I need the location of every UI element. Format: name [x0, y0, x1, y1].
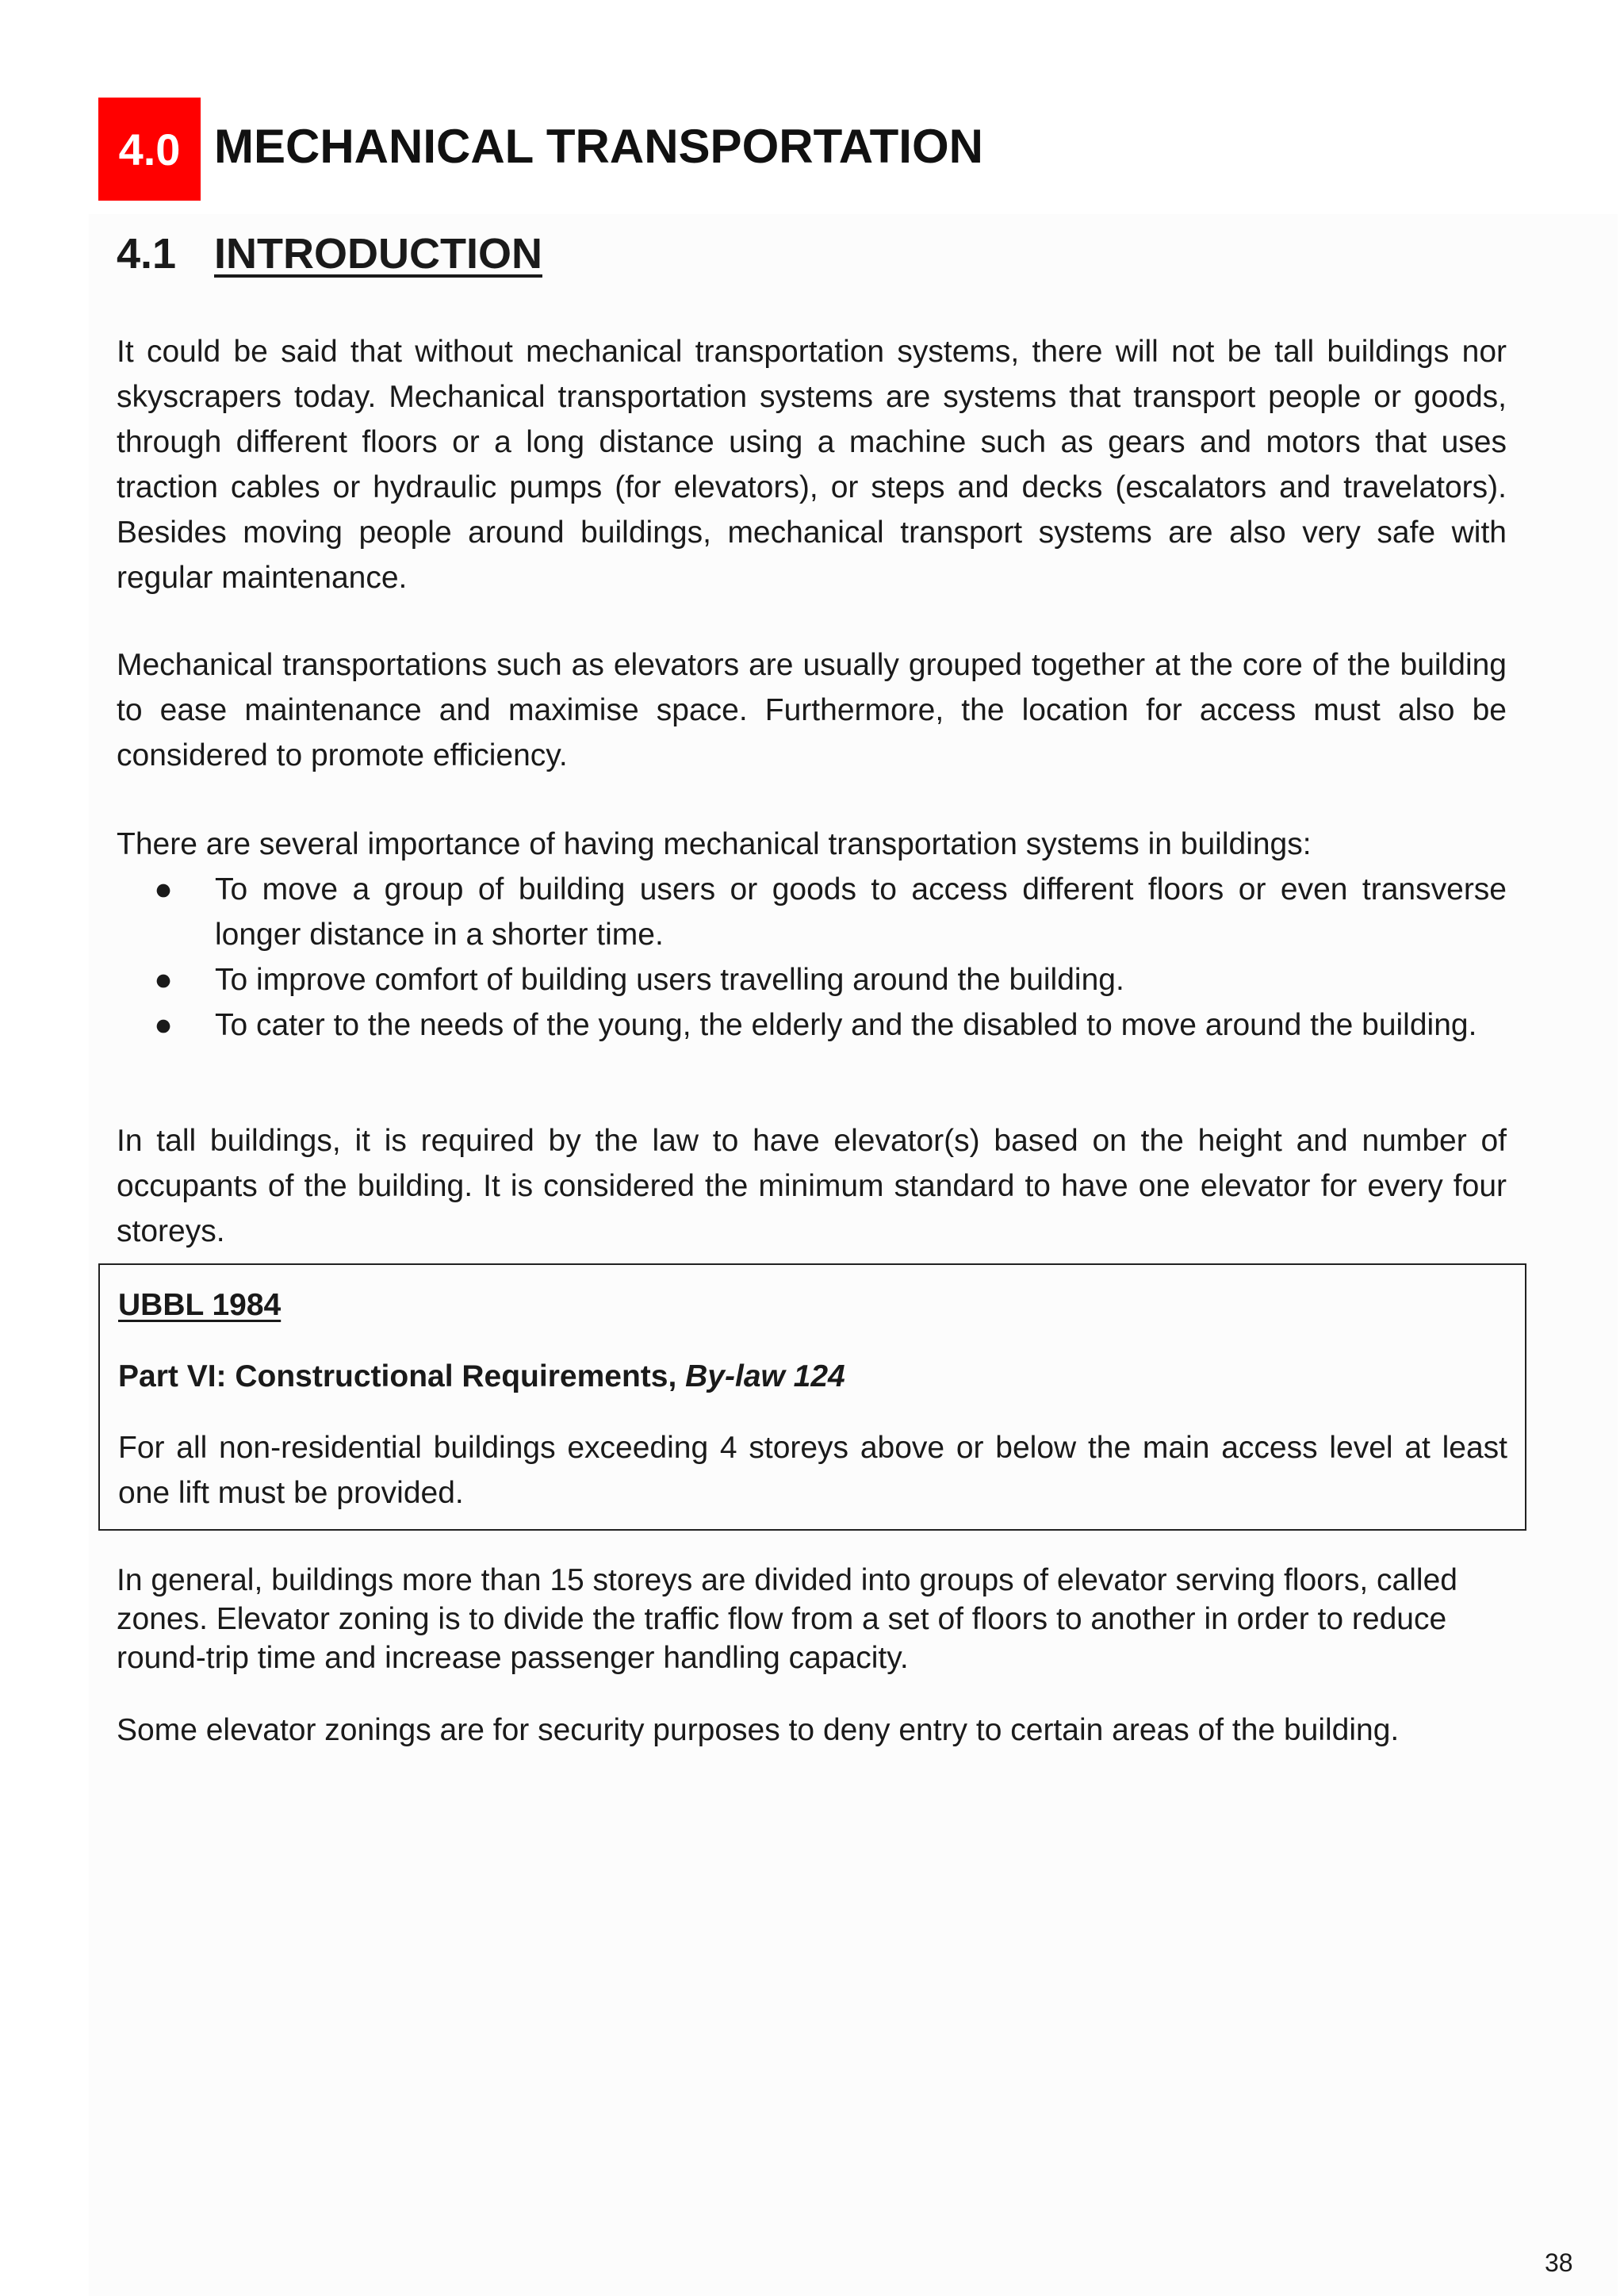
list-item [117, 1002, 1507, 1048]
callout-text: For all non-residential buildings exceeding 4 storeys above or below the main access level at least one lift must be provided. [118, 1431, 1507, 1510]
law-requirement-paragraph: In tall buildings, it is required by the law to have elevator(s) based on the height and number of occupants of the building. It is considered the minimum standard to have one elevator for every four storeys. [117, 1124, 1507, 1248]
callout-part-title [118, 1354, 845, 1399]
list-item-text: To improve comfort of building users travelling around the building. [215, 963, 1124, 997]
chapter-number-badge: 4.0 [98, 98, 201, 201]
chapter-title: MECHANICAL TRANSPORTATION [214, 120, 983, 173]
intro-paragraph: It could be said that without mechanical transportation systems, there will not be tall buildings nor skyscrapers today. Mechanical transportation systems are systems that transport people or goods, through different floors or a long distance using a machine such as gears and motors that uses traction cables or hydraulic pumps (for elevators), or steps and decks (escalators and travelators). Besides moving people around buildings, mechanical transport systems are also very safe with regular maintenance. [117, 335, 1507, 595]
bullet-icon: ● [154, 963, 173, 997]
list-item [117, 867, 1507, 957]
callout-part-label: Part VI: Constructional Requirements, [118, 1359, 677, 1393]
ubbl-callout-box [98, 1263, 1526, 1531]
list-item-text: To cater to the needs of the young, the elderly and the disabled to move around the building. [215, 1008, 1477, 1042]
bullet-icon: ● [154, 872, 173, 907]
callout-heading: UBBL 1984 [118, 1288, 282, 1322]
grouping-paragraph: Mechanical transportations such as elevators are usually grouped together at the core of the building to ease maintenance and maximise space. Furthermore, the location for access must also be considered to promote efficiency. [117, 648, 1507, 772]
zoning-paragraph: In general, buildings more than 15 storeys are divided into groups of elevator serving floors, called zones. Elevator zoning is to divide the traffic flow from a set of floors to another in order to reduce round-trip time and increase passenger handling capacity. [117, 1563, 1457, 1675]
bullet-icon: ● [154, 1008, 173, 1042]
importance-list [117, 867, 1507, 1048]
section-number: 4.1 [117, 230, 177, 278]
callout-bylaw: By-law 124 [685, 1359, 845, 1393]
list-item-text: To move a group of building users or goods to access different floors or even transverse longer distance in a shorter time. [215, 872, 1507, 952]
security-paragraph: Some elevator zonings are for security purposes to deny entry to certain areas of the building. [117, 1713, 1400, 1747]
section-title: INTRODUCTION [214, 230, 542, 278]
list-item [117, 957, 1507, 1002]
page-number: 38 [1545, 2248, 1573, 2277]
importance-lead-paragraph: There are several importance of having mechanical transportation systems in buildings: [117, 827, 1312, 861]
